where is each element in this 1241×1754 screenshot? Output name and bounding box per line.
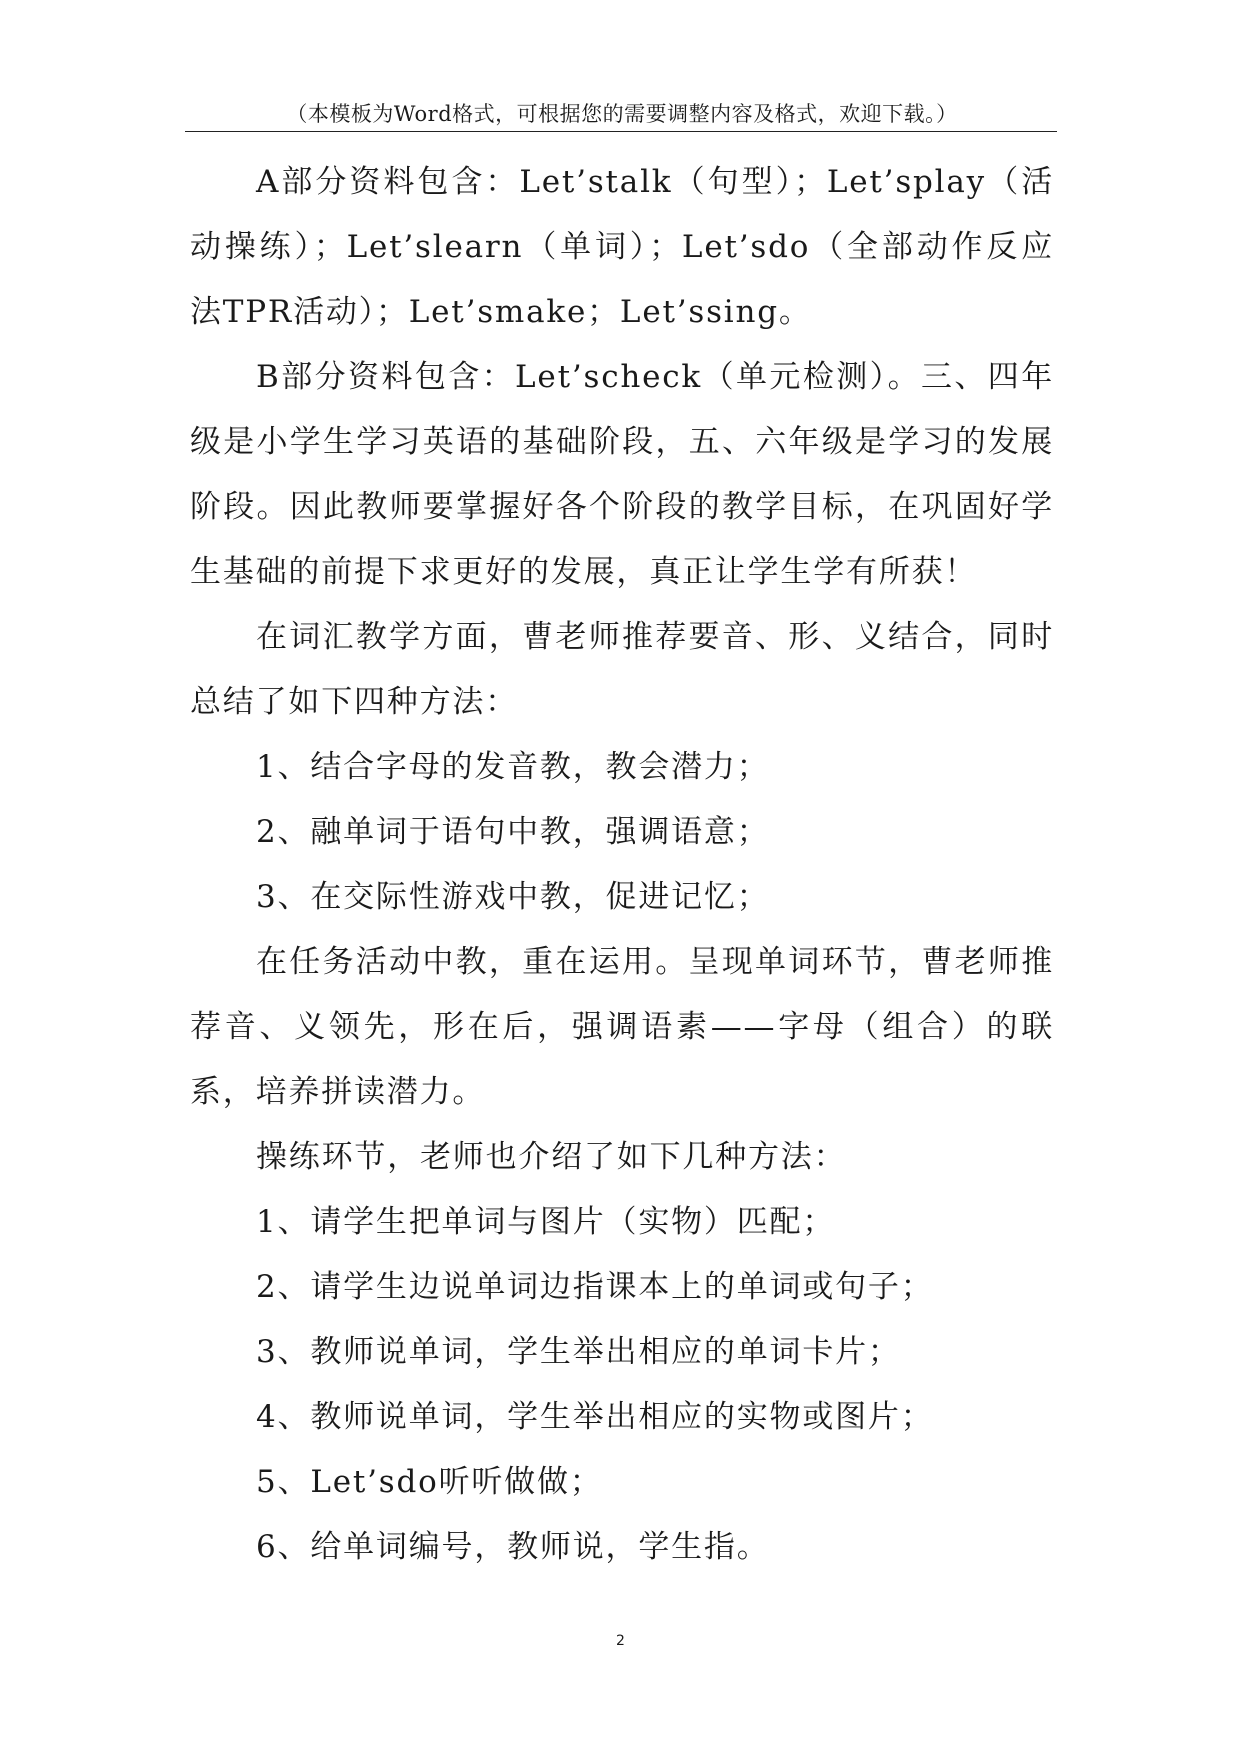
list-item: 1、请学生把单词与图片（实物）匹配； [256, 1204, 836, 1240]
list-item: 6、给单词编号，教师说，学生指。 [256, 1529, 770, 1565]
list-item: 1、结合字母的发音教，教会潜力； [256, 749, 770, 785]
page-number: 2 [616, 1633, 625, 1649]
list-item: 3、教师说单词，学生举出相应的单词卡片； [256, 1334, 901, 1370]
paragraph-task-activity: 在任务活动中教，重在运用。呈现单词环节，曹老师推荐音、义领先，形在后，强调语素——字母（组合）的联系，培养拼读潜力。 [190, 944, 1054, 1110]
paragraph-part-b: B部分资料包含：Let’scheck（单元检测）。三、四年级是小学生学习英语的基础阶段，五、六年级是学习的发展阶段。因此教师要掌握好各个阶段的教学目标，在巩固好学生基础的前提下求更好的发展，真正让学生学有所获！ [190, 359, 1054, 590]
paragraph-vocab-intro: 在词汇教学方面，曹老师推荐要音、形、义结合，同时总结了如下四种方法： [190, 619, 1054, 720]
list-item: 3、在交际性游戏中教，促进记忆； [256, 879, 770, 915]
header-note: （本模板为Word格式，可根据您的需要调整内容及格式，欢迎下载。） [286, 102, 958, 126]
paragraph-part-a: A部分资料包含：Let’stalk（句型）；Let’splay（活动操练）；Let’slearn（单词）；Let’sdo（全部动作反应法TPR活动）；Let’smake；Let’ssing。 [190, 164, 1054, 330]
list-item: 4、教师说单词，学生举出相应的实物或图片； [256, 1399, 934, 1435]
list-item: 5、Let’sdo听听做做； [256, 1464, 603, 1500]
body-text [190, 150, 1054, 1580]
header-divider [185, 131, 1057, 132]
paragraph-practice-intro: 操练环节，老师也介绍了如下几种方法： [256, 1139, 847, 1175]
list-item: 2、融单词于语句中教，强调语意； [256, 814, 770, 850]
list-item: 2、请学生边说单词边指课本上的单词或句子； [256, 1269, 934, 1305]
